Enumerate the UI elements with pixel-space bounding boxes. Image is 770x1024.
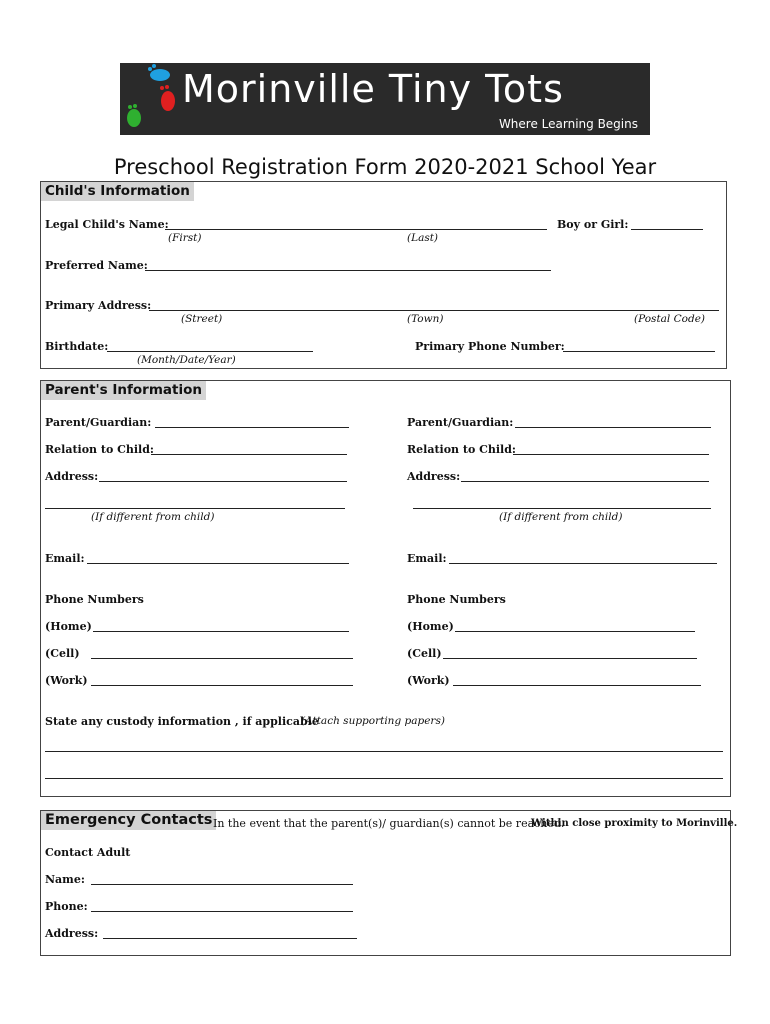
- email1-label: Email:: [45, 552, 85, 565]
- relation1-field[interactable]: [151, 454, 347, 455]
- primary-phone-label: Primary Phone Number:: [415, 340, 565, 353]
- work2-label: (Work): [407, 674, 450, 687]
- emergency-section: [40, 810, 738, 956]
- birthdate-field[interactable]: [107, 351, 313, 352]
- email2-label: Email:: [407, 552, 447, 565]
- street-hint: (Street): [181, 313, 223, 325]
- emergency-name-label: Name:: [45, 873, 85, 886]
- birthdate-format-hint: (Month/Date/Year): [137, 354, 236, 366]
- primary-phone-field[interactable]: [563, 351, 715, 352]
- boy-or-girl-field[interactable]: [631, 229, 703, 230]
- address1-field[interactable]: [99, 481, 347, 482]
- phone-numbers2-label: Phone Numbers: [407, 593, 506, 606]
- emergency-proximity-note: Within close proximity to Morinville.: [531, 818, 738, 829]
- preferred-name-label: Preferred Name:: [45, 259, 148, 272]
- birthdate-label: Birthdate:: [45, 340, 109, 353]
- postal-hint: (Postal Code): [634, 313, 706, 325]
- parent-info-heading: Parent's Information: [41, 381, 206, 400]
- primary-address-field[interactable]: [149, 310, 719, 311]
- if-different2-hint: (If different from child): [499, 511, 623, 523]
- emergency-heading: Emergency Contacts: [41, 811, 216, 830]
- page-title: Preschool Registration Form 2020-2021 School Year: [113, 155, 657, 179]
- logo-tagline: Where Learning Begins: [498, 117, 638, 131]
- address2-label: Address:: [407, 470, 461, 483]
- cell2-field[interactable]: [443, 658, 697, 659]
- email1-field[interactable]: [87, 563, 349, 564]
- emergency-address-label: Address:: [45, 927, 99, 940]
- emergency-address-field[interactable]: [103, 938, 357, 939]
- guardian2-field[interactable]: [515, 427, 711, 428]
- guardian1-field[interactable]: [155, 427, 349, 428]
- cell2-label: (Cell): [407, 647, 442, 660]
- home2-field[interactable]: [455, 631, 695, 632]
- last-hint: (Last): [407, 232, 439, 244]
- parent-info-section: [40, 380, 731, 797]
- emergency-phone-field[interactable]: [91, 911, 353, 912]
- address2-line2-field[interactable]: [413, 508, 711, 509]
- work1-label: (Work): [45, 674, 88, 687]
- guardian2-label: Parent/Guardian:: [407, 416, 514, 429]
- home2-label: (Home): [407, 620, 454, 633]
- phone-numbers1-label: Phone Numbers: [45, 593, 144, 606]
- guardian1-label: Parent/Guardian:: [45, 416, 152, 429]
- home1-field[interactable]: [93, 631, 349, 632]
- work1-field[interactable]: [91, 685, 353, 686]
- address1-label: Address:: [45, 470, 99, 483]
- custody-line1-field[interactable]: [45, 751, 723, 752]
- address2-field[interactable]: [461, 481, 709, 482]
- town-hint: (Town): [407, 313, 444, 325]
- footprints-icon: [120, 63, 180, 135]
- relation2-label: Relation to Child:: [407, 443, 516, 456]
- contact-adult-label: Contact Adult: [45, 846, 131, 859]
- primary-address-label: Primary Address:: [45, 299, 152, 312]
- cell1-field[interactable]: [91, 658, 353, 659]
- relation2-field[interactable]: [513, 454, 709, 455]
- email2-field[interactable]: [449, 563, 717, 564]
- logo: [120, 63, 650, 135]
- cell1-label: (Cell): [45, 647, 80, 660]
- custody-label: State any custody information , if applicable: [45, 715, 319, 728]
- work2-field[interactable]: [453, 685, 701, 686]
- emergency-note: In the event that the parent(s)/ guardian(s) cannot be reached.: [213, 817, 565, 830]
- child-info-heading: Child's Information: [41, 182, 194, 201]
- logo-brand: Morinville Tiny Tots: [182, 67, 564, 111]
- first-hint: (First): [168, 232, 202, 244]
- legal-name-label: Legal Child's Name:: [45, 218, 169, 231]
- boy-or-girl-label: Boy or Girl:: [557, 218, 629, 231]
- emergency-name-field[interactable]: [91, 884, 353, 885]
- home1-label: (Home): [45, 620, 92, 633]
- child-info-section: [40, 181, 727, 369]
- preferred-name-field[interactable]: [145, 270, 551, 271]
- emergency-phone-label: Phone:: [45, 900, 88, 913]
- custody-line2-field[interactable]: [45, 778, 723, 779]
- relation1-label: Relation to Child:: [45, 443, 154, 456]
- if-different1-hint: (If different from child): [91, 511, 215, 523]
- legal-name-field[interactable]: [165, 229, 547, 230]
- address1-line2-field[interactable]: [45, 508, 345, 509]
- attach-hint: (Attach supporting papers): [301, 715, 445, 727]
